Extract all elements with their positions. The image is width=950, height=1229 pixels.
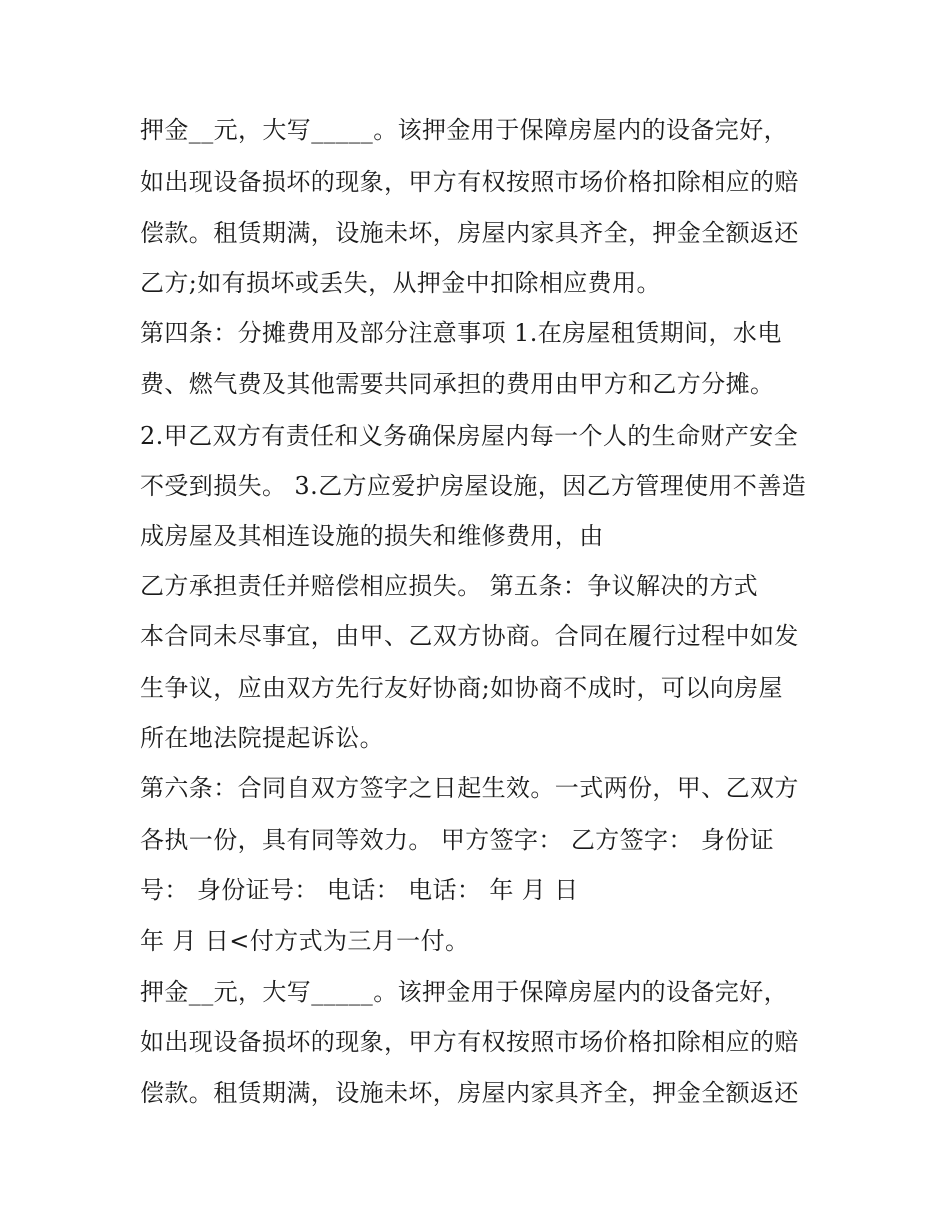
text-line: 2.甲乙双方有责任和义务确保房屋内每一个人的生命财产安全 bbox=[140, 422, 799, 450]
text-line: 费、燃气费及其他需要共同承担的费用由甲方和乙方分摊。 bbox=[140, 370, 775, 398]
text-line: 号： 身份证号： 电话： 电话： 年 月 日 bbox=[140, 876, 579, 904]
text-line: 不受到损失。 3.乙方应爱护房屋设施，因乙方管理使用不善造 bbox=[140, 472, 807, 500]
text-line: 如出现设备损坏的现象，甲方有权按照市场价格扣除相应的赔 bbox=[140, 168, 799, 196]
text-line: 生争议，应由双方先行友好协商;如协商不成时，可以向房屋 bbox=[140, 674, 783, 702]
text-line: 各执一份，具有同等效力。 甲方签字： 乙方签字： 身份证 bbox=[140, 826, 775, 854]
text-line: 第六条：合同自双方签字之日起生效。一式两份，甲、乙双方 bbox=[140, 774, 799, 802]
text-line: 偿款。租赁期满，设施未坏，房屋内家具齐全，押金全额返还 bbox=[140, 1079, 799, 1107]
text-line: 年 月 日<付方式为三月一付。 bbox=[140, 927, 470, 955]
text-line: 所在地法院提起诉讼。 bbox=[140, 724, 384, 752]
text-line: 押金__元，大写_____。该押金用于保障房屋内的设备完好， bbox=[140, 978, 788, 1006]
text-line: 押金__元，大写_____。该押金用于保障房屋内的设备完好， bbox=[140, 116, 788, 144]
text-line: 成房屋及其相连设施的损失和维修费用，由 bbox=[140, 522, 604, 550]
text-line: 乙方;如有损坏或丢失，从押金中扣除相应费用。 bbox=[140, 269, 661, 297]
text-line: 本合同未尽事宜，由甲、乙双方协商。合同在履行过程中如发 bbox=[140, 622, 799, 650]
text-line: 偿款。租赁期满，设施未坏，房屋内家具齐全，押金全额返还 bbox=[140, 219, 799, 247]
text-line: 如出现设备损坏的现象，甲方有权按照市场价格扣除相应的赔 bbox=[140, 1028, 799, 1056]
text-line: 第四条：分摊费用及部分注意事项 1.在房屋租赁期间，水电 bbox=[140, 319, 782, 347]
text-line: 乙方承担责任并赔偿相应损失。 第五条：争议解决的方式 bbox=[140, 572, 759, 600]
